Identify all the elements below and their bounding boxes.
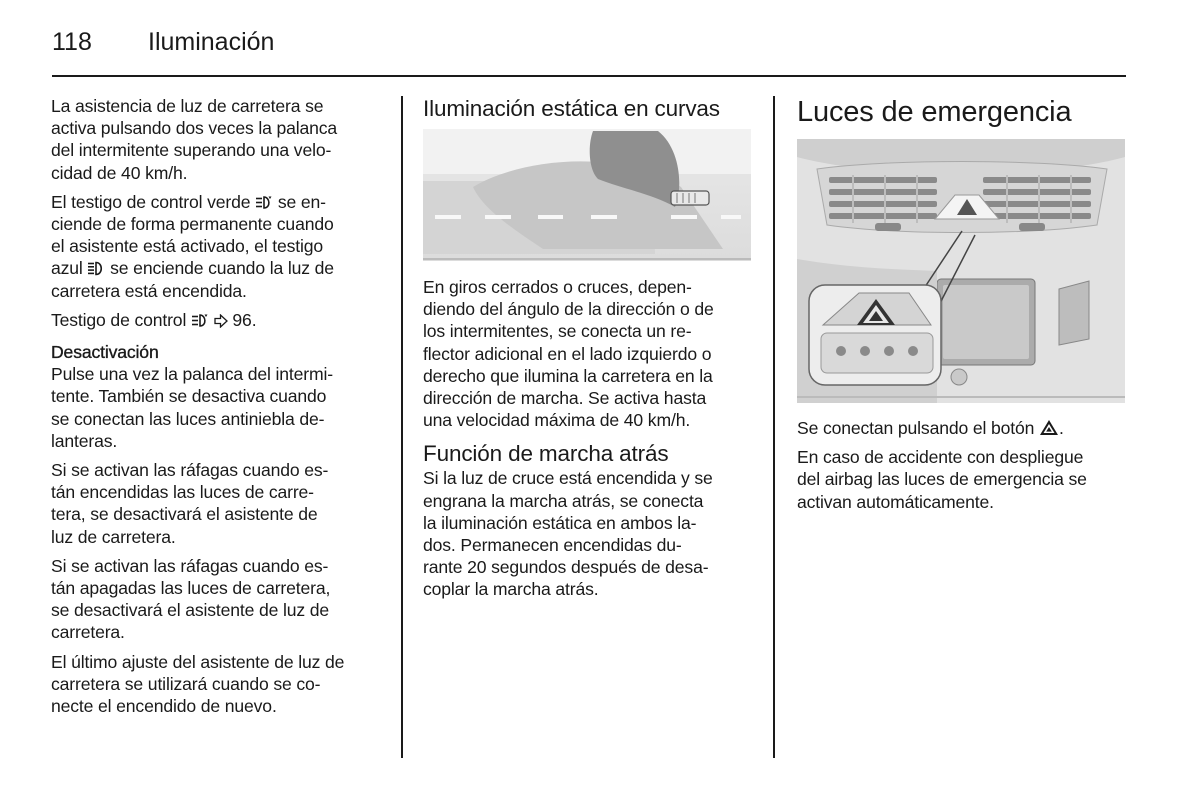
subheading-desactivacion: Desactivación [51, 342, 159, 363]
heading-reverse-function: Función de marcha atrás [423, 441, 669, 467]
text-line: dos. Permanecen encendidas du- [423, 535, 682, 556]
text-span: El testigo de control verde [51, 191, 256, 212]
text-line [51, 257, 386, 279]
text-line: del airbag las luces de emergencia se [797, 469, 1087, 490]
text-line: activa pulsando dos veces la palanca [51, 118, 338, 139]
text-line: Si se activan las ráfagas cuando es- [51, 460, 329, 481]
text-line: tán encendidas las luces de carre- [51, 482, 314, 503]
text-span: Se conectan pulsando el botón [797, 418, 1040, 438]
text-line: Si se activan las ráfagas cuando es- [51, 555, 329, 576]
text-span: azul [51, 258, 88, 279]
heading-hazard-lights: Luces de emergencia [797, 96, 1072, 128]
text-line: carretera se utilizará cuando se co- [51, 673, 321, 694]
text-line: Si la luz de cruce está encendida y se [423, 468, 713, 489]
text-line: tera, se desactivará el asistente de [51, 504, 318, 525]
paragraph [423, 276, 758, 431]
paragraph [51, 555, 386, 644]
text-line: En giros cerrados o cruces, depen- [423, 277, 692, 297]
text-line: se desactivará el asistente de luz de [51, 600, 330, 621]
text-line: los intermitentes, se conecta un re- [423, 321, 692, 342]
text-line: carretera está encendida. [51, 280, 247, 301]
text-span: Testigo de control [51, 309, 191, 330]
column-1 [51, 95, 386, 724]
text-line: dirección de marcha. Se activa hasta [423, 388, 707, 409]
text-line: derecho que ilumina la carretera en la [423, 365, 713, 386]
text-line: diendo del ángulo de la dirección o de [423, 299, 714, 320]
text-line [797, 417, 1132, 439]
text-line: luz de carretera. [51, 526, 176, 547]
paragraph [51, 651, 386, 718]
text-line: se conectan las luces antiniebla de- [51, 408, 325, 429]
high-beam-assist-icon [191, 313, 209, 328]
paragraph [797, 417, 1132, 439]
text-line: tán apagadas las luces de carretera, [51, 578, 331, 599]
text-line [51, 191, 386, 213]
high-beam-icon [87, 261, 105, 276]
page-reference-arrow-icon[interactable] [214, 314, 228, 328]
text-line: En caso de accidente con despliegue [797, 447, 1084, 468]
text-line: activan automáticamente. [797, 491, 994, 512]
text-line: tente. También se desactiva cuando [51, 386, 327, 407]
cornering-light-illustration [423, 129, 751, 261]
section-title: Iluminación [148, 28, 275, 56]
text-span: se en- [273, 191, 326, 212]
text-line: carretera. [51, 622, 125, 643]
column-3 [797, 95, 1132, 520]
column-divider [401, 96, 403, 758]
paragraph [51, 459, 386, 548]
paragraph [797, 446, 1132, 513]
text-line [51, 309, 386, 331]
text-line: El último ajuste del asistente de luz de [51, 651, 345, 672]
high-beam-assist-icon [255, 195, 273, 210]
column-2 [423, 95, 758, 608]
page-header [52, 26, 1126, 76]
text-line: Pulse una vez la palanca del intermi- [51, 364, 333, 385]
text-line: cidad de 40 km/h. [51, 162, 188, 183]
heading-static-cornering-light: Iluminación estática en curvas [423, 96, 720, 121]
text-line: coplar la marcha atrás. [423, 579, 599, 600]
hazard-warning-triangle-icon [1039, 419, 1059, 436]
text-span: . [1059, 418, 1064, 438]
text-line: engrana la marcha atrás, se conecta [423, 490, 704, 511]
text-line: una velocidad máxima de 40 km/h. [423, 410, 691, 431]
text-span: se enciende cuando la luz de [105, 258, 334, 279]
page-number: 118 [52, 28, 92, 56]
paragraph [51, 191, 386, 302]
text-line: lanteras. [51, 430, 118, 451]
column-divider [773, 96, 775, 758]
paragraph [51, 95, 386, 184]
paragraph [51, 309, 386, 331]
paragraph [423, 467, 758, 600]
text-line: la iluminación estática en ambos la- [423, 512, 697, 533]
paragraph [51, 363, 386, 452]
text-line: necte el encendido de nuevo. [51, 696, 277, 717]
text-line: rante 20 segundos después de desa- [423, 557, 709, 578]
header-rule [52, 75, 1126, 77]
text-span: 96. [227, 309, 257, 330]
text-line: flector adicional en el lado izquierdo o [423, 343, 712, 364]
text-line: del intermitente superando una velo- [51, 140, 332, 161]
hazard-button-illustration [797, 139, 1125, 403]
text-line: ciende de forma permanente cuando [51, 214, 334, 235]
text-line: el asistente está activado, el testigo [51, 236, 324, 257]
text-line: La asistencia de luz de carretera se [51, 96, 324, 116]
